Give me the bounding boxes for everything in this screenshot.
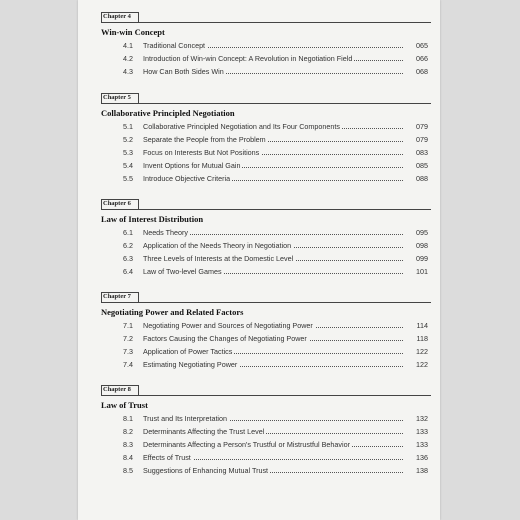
chapter-title: Win-win Concept [101, 27, 165, 37]
toc-entry[interactable]: 7.4 Estimating Negotiating Power 122 [123, 360, 428, 369]
toc-entry[interactable]: 8.3 Determinants Affecting a Person's Trustful or Mistrustful Behavior 133 [123, 440, 428, 449]
toc-entry[interactable]: 7.1 Negotiating Power and Sources of Negotiating Power 114 [123, 321, 428, 330]
toc-entry[interactable]: 6.2 Application of the Needs Theory in Negotiation 098 [123, 241, 428, 250]
background-right [440, 0, 520, 520]
chapter-title: Negotiating Power and Related Factors [101, 307, 244, 317]
toc-entry[interactable]: 5.5 Introduce Objective Criteria 088 [123, 174, 428, 183]
chapter-6 [101, 199, 431, 278]
toc-entry[interactable]: 4.2 Introduction of Win-win Concept: A Revolution in Negotiation Field 066 [123, 54, 428, 63]
chapter-label: Chapter 5 [101, 93, 431, 103]
toc-entry[interactable]: 8.5 Suggestions of Enhancing Mutual Trust 138 [123, 466, 428, 475]
toc-entry[interactable]: 8.1 Trust and Its Interpretation 132 [123, 414, 428, 423]
chapter-title: Law of Trust [101, 400, 148, 410]
toc-entry[interactable]: 7.3 Application of Power Tactics 122 [123, 347, 428, 356]
toc-entry[interactable]: 6.3 Three Levels of Interests at the Domestic Level 099 [123, 254, 428, 263]
chapter-label: Chapter 7 [101, 292, 431, 302]
toc-entry[interactable]: 6.1 Needs Theory 095 [123, 228, 428, 237]
toc-entry[interactable]: 5.2 Separate the People from the Problem 079 [123, 135, 428, 144]
toc-entry[interactable]: 5.1 Collaborative Principled Negotiation and Its Four Components 079 [123, 122, 428, 131]
chapter-7 [101, 292, 431, 371]
chapter-4 [101, 12, 431, 78]
toc-entry[interactable]: 5.4 Invent Options for Mutual Gain 085 [123, 161, 428, 170]
chapter-label: Chapter 6 [101, 199, 431, 209]
background-left [0, 0, 78, 520]
chapter-label: Chapter 4 [101, 12, 431, 22]
chapter-title: Law of Interest Distribution [101, 214, 204, 224]
chapter-label: Chapter 8 [101, 385, 431, 395]
toc-entry[interactable]: 7.2 Factors Causing the Changes of Negotiating Power 118 [123, 334, 428, 343]
toc-entry[interactable]: 5.3 Focus on Interests But Not Positions 083 [123, 148, 428, 157]
toc-entry[interactable]: 4.3 How Can Both Sides Win 068 [123, 67, 428, 76]
toc-entry[interactable]: 8.4 Effects of Trust 136 [123, 453, 428, 462]
toc-entry[interactable]: 8.2 Determinants Affecting the Trust Level 133 [123, 427, 428, 436]
chapter-title: Collaborative Principled Negotiation [101, 108, 235, 118]
toc-entry[interactable]: 6.4 Law of Two-level Games 101 [123, 267, 428, 276]
chapter-8 [101, 385, 431, 477]
toc-entry[interactable]: 4.1 Traditional Concept 065 [123, 41, 428, 50]
chapter-5 [101, 93, 431, 185]
